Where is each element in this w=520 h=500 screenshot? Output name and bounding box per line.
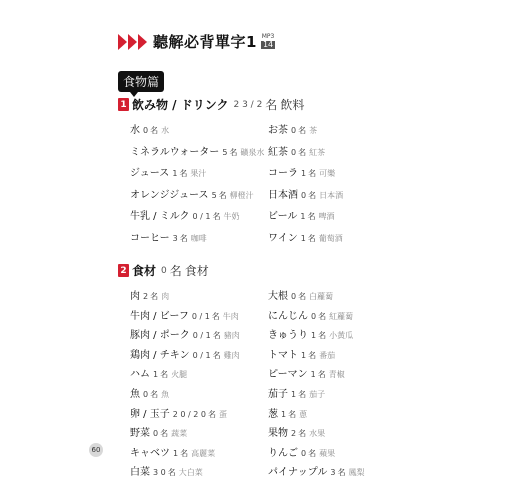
vocab-translation: 紅蘿蔔: [329, 311, 354, 321]
vocab-word: 茄子: [268, 389, 288, 400]
section-translation: 飲料: [280, 98, 305, 112]
vocab-translation: 小黃瓜: [329, 331, 354, 341]
vocab-translation: 牛奶: [223, 212, 240, 222]
vocab-translation: 日本酒: [319, 190, 344, 200]
vocab-pos: 名: [218, 190, 227, 200]
vocab-translation: 蔥: [299, 409, 308, 419]
vocab-item: [268, 165, 335, 180]
vocab-word: 日本酒: [268, 189, 298, 201]
vocab-item: [268, 464, 365, 479]
vocab-translation: 大白菜: [178, 468, 203, 478]
vocab-pos: 名: [307, 234, 316, 243]
vocab-count: 1: [301, 169, 307, 179]
vocab-item: [268, 366, 345, 381]
vocab-item: [268, 386, 325, 401]
vocab-item: [130, 406, 227, 421]
vocab-word: ピーマン: [268, 369, 308, 381]
vocab-translation: 水果: [309, 429, 326, 439]
vocab-word: お茶: [268, 125, 288, 136]
page-number: 60: [89, 443, 103, 457]
vocab-word: ハム: [130, 369, 150, 381]
vocab-word: 紅茶: [268, 146, 288, 158]
section-heading: [118, 96, 304, 113]
vocab-translation: 鳳梨: [348, 468, 365, 478]
vocab-pos: 名: [318, 311, 327, 321]
vocab-item: [130, 347, 240, 362]
vocab-item: [130, 327, 240, 342]
vocab-word: きゅうり: [268, 330, 308, 342]
vocab-word: 水: [130, 125, 140, 136]
vocab-count: 1: [173, 448, 179, 458]
vocab-item: [268, 208, 335, 223]
mp3-label: MP3: [261, 33, 275, 40]
vocab-item: [268, 288, 333, 303]
vocab-count: 1: [300, 234, 306, 243]
vocab-word: 牛肉 / ビーフ: [130, 310, 189, 322]
vocab-count: 0: [143, 126, 149, 135]
vocab-item: [130, 445, 215, 460]
vocab-pos: 名: [150, 292, 159, 301]
vocab-count: 3 0: [153, 468, 166, 478]
track-number: 14: [262, 40, 274, 49]
vocab-count: 1: [300, 212, 306, 222]
vocab-count: 1: [301, 350, 307, 360]
vocab-translation: 蘋果: [319, 448, 336, 458]
vocab-word: パイナップル: [268, 467, 328, 479]
vocab-translation: 茄子: [309, 390, 326, 399]
vocab-count: 0: [311, 311, 317, 321]
vocab-translation: 咖啡: [190, 234, 207, 243]
vocab-translation: 雞肉: [223, 350, 240, 360]
vocab-pos: 名: [160, 370, 169, 380]
vocab-word: ジュース: [130, 168, 170, 180]
vocab-word: 野菜: [130, 428, 150, 440]
vocab-pos: 名: [160, 429, 169, 439]
page-title: 聽解必背單字1: [153, 33, 257, 51]
vocab-count: 0 / 1: [191, 311, 210, 321]
vocab-pos: 名: [150, 390, 159, 399]
vocab-count: 2: [143, 292, 149, 301]
vocab-word: 豚肉 / ポーク: [130, 330, 190, 342]
vocab-pos: 名: [288, 409, 297, 419]
vocab-word: にんじん: [268, 310, 308, 322]
vocab-translation: 水: [161, 126, 170, 135]
vocab-pos: 名: [298, 429, 307, 439]
vocab-item: [130, 366, 187, 381]
vocab-word: ワイン: [268, 233, 298, 244]
vocab-word: 肉: [130, 291, 140, 302]
vocab-count: 0: [291, 292, 297, 301]
vocab-word: トマト: [268, 349, 298, 361]
vocab-pos: 名: [150, 126, 159, 135]
vocab-count: 5: [211, 190, 217, 200]
vocab-item: [130, 230, 207, 245]
vocab-translation: 白蘿蔔: [309, 292, 334, 301]
vocab-word: 白菜: [130, 467, 150, 479]
vocab-translation: 番茄: [319, 350, 336, 360]
vocab-item: [130, 165, 206, 180]
vocab-count: 1: [311, 331, 317, 341]
vocab-translation: 蛋: [218, 409, 227, 419]
section-title: 食材: [132, 264, 157, 278]
vocab-item: [130, 144, 264, 159]
vocab-count: 3: [172, 234, 178, 243]
vocab-count: 0: [143, 390, 149, 399]
vocab-pos: 名: [337, 468, 346, 478]
vocab-word: りんご: [268, 447, 298, 459]
vocab-count: 1: [291, 390, 297, 399]
vocab-word: 鶏肉 / チキン: [130, 349, 190, 361]
vocab-count: 0: [153, 429, 159, 439]
vocab-translation: 紅茶: [309, 147, 326, 157]
section-pos: 名: [265, 98, 278, 112]
vocab-count: 0: [291, 147, 297, 157]
vocab-translation: 可樂: [319, 169, 336, 179]
vocab-item: [268, 347, 335, 362]
vocab-word: ビール: [268, 211, 298, 223]
vocab-item: [268, 230, 343, 245]
vocab-word: 牛乳 / ミルク: [130, 211, 190, 223]
vocab-count: 3: [330, 468, 336, 478]
vocab-word: オレンジジュース: [130, 189, 209, 201]
vocab-count: 0 / 1: [192, 331, 211, 341]
vocab-pos: 名: [212, 212, 221, 222]
vocab-pos: 名: [167, 468, 176, 478]
vocab-count: 1: [153, 370, 159, 380]
vocab-word: 果物: [268, 428, 288, 440]
section-heading: [118, 262, 209, 279]
vocab-item: [130, 208, 240, 223]
section-title: 飲み物 / ドリンク: [132, 98, 229, 112]
vocab-count: 1: [172, 169, 178, 179]
page-header: [118, 31, 275, 52]
vocab-translation: 茶: [309, 126, 318, 135]
vocab-count: 0: [291, 126, 297, 135]
section-number-badge: 1: [118, 98, 129, 111]
vocab-pos: 名: [317, 370, 326, 380]
vocab-item: [268, 425, 325, 440]
vocab-item: [130, 288, 169, 303]
vocab-pos: 名: [298, 147, 307, 157]
vocab-item: [268, 187, 343, 202]
vocab-pos: 名: [298, 292, 307, 301]
vocab-item: [130, 308, 239, 323]
vocab-pos: 名: [180, 448, 189, 458]
vocab-pos: 名: [307, 212, 316, 222]
vocab-item: [130, 122, 169, 137]
vocab-count: 0 / 1: [192, 212, 211, 222]
vocab-word: 葱: [268, 408, 278, 420]
vocab-word: コーヒー: [130, 233, 170, 244]
vocab-count: 1: [310, 370, 316, 380]
vocab-pos: 名: [207, 409, 216, 419]
vocab-translation: 果汁: [190, 169, 207, 179]
vocab-word: コーラ: [268, 168, 298, 180]
vocab-word: ミネラルウォーター: [130, 146, 220, 158]
vocab-word: 魚: [130, 389, 140, 400]
vocab-item: [268, 406, 307, 421]
vocab-pos: 名: [298, 390, 307, 399]
vocab-count: 2 0 / 2 0: [172, 409, 206, 419]
vocab-translation: 豬肉: [223, 331, 240, 341]
vocab-pos: 名: [308, 350, 317, 360]
vocab-item: [130, 464, 203, 479]
vocab-pos: 名: [229, 147, 238, 157]
vocab-item: [268, 308, 353, 323]
vocab-item: [130, 386, 169, 401]
section-pos: 名: [169, 264, 182, 278]
vocab-translation: 葡萄酒: [318, 234, 343, 243]
vocab-count: 0: [301, 190, 307, 200]
vocab-count: 1: [281, 409, 287, 419]
section-translation: 食材: [184, 264, 209, 278]
section-count: 0: [161, 265, 167, 276]
vocab-translation: 蔬菜: [171, 429, 188, 439]
vocab-item: [268, 445, 335, 460]
vocab-translation: 火腿: [171, 370, 188, 380]
vocab-count: 2: [291, 429, 297, 439]
vocab-translation: 肉: [161, 292, 170, 301]
audio-track-badge: [261, 34, 275, 49]
vocab-pos: 名: [318, 331, 327, 341]
vocab-item: [268, 122, 317, 137]
vocab-pos: 名: [179, 169, 188, 179]
vocab-translation: 青椒: [328, 370, 345, 380]
vocab-pos: 名: [179, 234, 188, 243]
vocab-word: キャベツ: [130, 447, 170, 459]
vocab-translation: 魚: [161, 390, 170, 399]
vocab-translation: 礦泉水: [240, 147, 265, 157]
vocab-translation: 柳橙汁: [229, 190, 254, 200]
vocab-pos: 名: [211, 311, 220, 321]
chevron-right-icon: [118, 34, 147, 50]
vocab-item: [268, 144, 325, 159]
vocab-translation: 牛肉: [222, 311, 239, 321]
section-number-badge: 2: [118, 264, 129, 277]
vocab-pos: 名: [308, 190, 317, 200]
vocab-pos: 名: [212, 331, 221, 341]
vocab-word: 大根: [268, 291, 288, 302]
vocab-pos: 名: [308, 169, 317, 179]
vocab-pos: 名: [298, 126, 307, 135]
vocab-translation: 高麗菜: [191, 448, 216, 458]
vocab-item: [130, 425, 187, 440]
vocab-count: 0 / 1: [192, 350, 211, 360]
vocab-count: 5: [222, 147, 228, 157]
section-count: 2 3 / 2: [233, 99, 263, 110]
vocab-translation: 啤酒: [318, 212, 335, 222]
vocab-item: [130, 187, 254, 202]
vocab-count: 0: [301, 448, 307, 458]
vocab-item: [268, 327, 353, 342]
vocab-pos: 名: [308, 448, 317, 458]
vocab-pos: 名: [212, 350, 221, 360]
category-tag: 食物篇: [118, 71, 164, 92]
vocab-word: 卵 / 玉子: [130, 408, 170, 420]
